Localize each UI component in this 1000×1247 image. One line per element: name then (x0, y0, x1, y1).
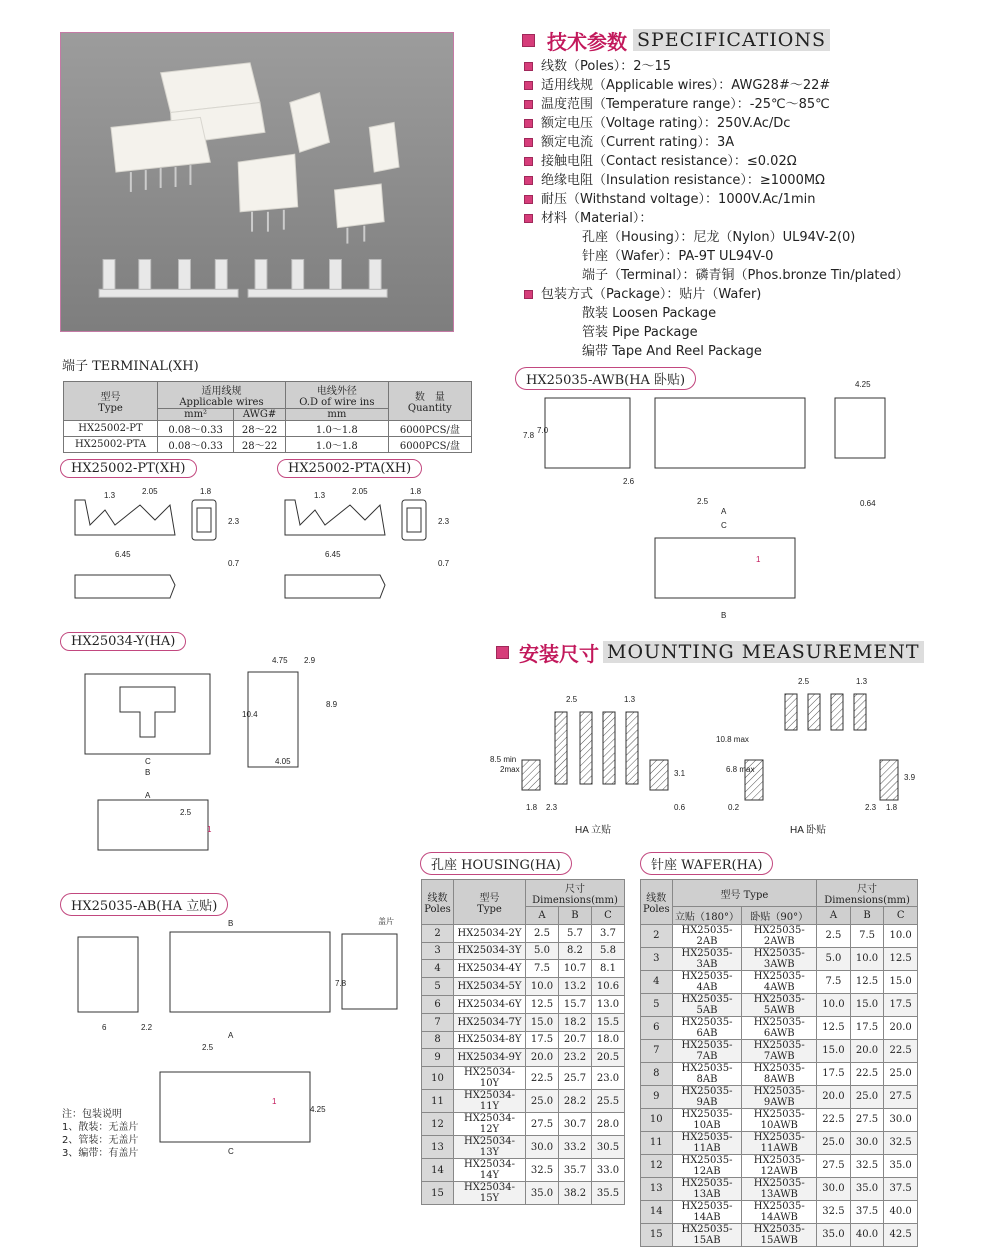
mount-right-dim: 3.9 (904, 773, 916, 782)
bullet-square-icon (524, 195, 533, 204)
table-row: 11 HX25035-11AB HX25035-11AWB 25.0 30.0 32.5 (641, 1131, 918, 1154)
table-row: HX25002-PT 0.08～0.33 28～22 1.0～1.8 6000PCS/盘 (64, 421, 472, 437)
table-row: 9 HX25034-9Y 20.0 23.2 20.5 (422, 1049, 625, 1067)
spec-item: 材料（Material）： (524, 209, 909, 228)
mount-right-dim: 6.8 max (726, 765, 755, 774)
pta-dim: 0.7 (438, 559, 450, 568)
terminal-title: 端子 TERMINAL(XH) (62, 359, 199, 374)
spec-item: 额定电压（Voltage rating）：250V.Ac/Dc (524, 114, 909, 133)
pt-dim: 1.8 (200, 487, 212, 496)
material-item: 端子（Terminal）：磷青铜（Phos.bronze Tin/plated） (582, 268, 909, 283)
ab-dim: 7.8 (335, 979, 347, 988)
pt-dim: 1.3 (104, 491, 116, 500)
y-dim: 2.5 (180, 808, 192, 817)
table-row: HX25002-PTA 0.08～0.33 28～22 1.0～1.8 6000PCS/盘 (64, 437, 472, 453)
y-dim: B (145, 768, 151, 777)
table-row: 11 HX25034-11Y 25.0 28.2 25.5 (422, 1090, 625, 1113)
pt-drawing-title: HX25002-PT(XH) (60, 459, 197, 478)
table-row: 4 HX25035-4AB HX25035-4AWB 7.5 12.5 15.0 (641, 970, 918, 993)
spec-item: 接触电阻（Contact resistance）：≤0.02Ω (524, 152, 909, 171)
wafer-title: 针座 WAFER(HA) (640, 852, 773, 875)
pt-dim: 0.7 (228, 559, 240, 568)
awb-dim: 4.25 (855, 380, 871, 389)
y-dim: 1 (207, 825, 212, 834)
mount-right-label: HA 卧贴 (790, 825, 827, 836)
material-item: 孔座（Housing）：尼龙（Nylon）UL94V-2(0) (582, 230, 856, 245)
wafer-table: 线数 Poles 型号 Type 尺寸Dimensions(mm) 立贴（180°） 卧贴（90°） A B C 2 HX25035-2AB HX25035-2AWB 2.5 7.5 10.0 3 HX25035-3AB HX25035-3AWB 5.0 10.0 12.5 4 HX25035-4AB HX25035-4AWB 7.5 12.5 15.0 5 HX25035-5AB HX25035-5AWB 10.0 15.0 17.5 6 HX25035-6AB HX25035-6AWB 12.5 17.5 20.0 7 HX25035-7AB HX25035-7AWB 15.0 20.0 22.5 8 HX25035-8AB HX25035-8AWB 17.5 22.5 25.0 9 HX25035-9AB HX25035-9AWB 20.0 25.0 27.5 10 HX25035-10AB HX25035-10AWB 22.5 27.5 30.0 11 HX25035-11AB HX25035-11AWB 25.0 30.0 32.5 12 HX25035-12AB HX25035-12AWB 27.5 32.5 35.0 13 HX25035-13AB HX25035-13AWB 30.0 35.0 37.5 14 HX25035-14AB HX25035-14AWB 32.5 37.5 40.0 15 HX25035-15AB HX25035-15AWB 35.0 40.0 42.5 (640, 879, 918, 1247)
bullet-square-icon (524, 100, 533, 109)
package-item: 散装 Loosen Package (582, 306, 717, 321)
mount-right-dim: 1.3 (856, 677, 868, 686)
mounting-title-en: MOUNTING MEASUREMENT (603, 641, 924, 663)
awb-dim: C (721, 521, 727, 530)
spec-item: 耐压（Withstand voltage）：1000V.Ac/1min (524, 190, 909, 209)
mounting-title-cn: 安装尺寸 (519, 641, 599, 666)
table-row: 10 HX25034-10Y 22.5 25.7 23.0 (422, 1067, 625, 1090)
mount-left-dim: 0.6 (674, 803, 686, 812)
table-row: 7 HX25035-7AB HX25035-7AWB 15.0 20.0 22.5 (641, 1039, 918, 1062)
bullet-square-icon (524, 290, 533, 299)
y-dim: 4.05 (275, 757, 291, 766)
bullet-square-icon (524, 176, 533, 185)
y-dim: A (145, 791, 151, 800)
specifications-title-cn: 技术参数 (547, 29, 627, 54)
spec-item: 绝缘电阻（Insulation resistance）：≥1000MΩ (524, 171, 909, 190)
awb-dim: 7.0 (537, 426, 549, 435)
table-row: 13 HX25035-13AB HX25035-13AWB 30.0 35.0 37.5 (641, 1177, 918, 1200)
awb-dim: B (721, 611, 727, 620)
awb-dim: A (721, 507, 727, 516)
table-row: 13 HX25034-13Y 30.0 33.2 30.5 (422, 1136, 625, 1159)
pta-dim: 2.3 (438, 517, 450, 526)
mounting-header (496, 640, 924, 664)
spec-item: 包装方式（Package）：贴片（Wafer) (524, 285, 909, 304)
package-notes: 注：包装说明 1、散装：无盖片 2、管装：无盖片 3、编带：有盖片 (62, 1109, 139, 1159)
mount-right-dim: 1.8 (886, 803, 898, 812)
bullet-square-icon (524, 157, 533, 166)
table-row: 9 HX25035-9AB HX25035-9AWB 20.0 25.0 27.5 (641, 1085, 918, 1108)
mount-right-dim: 2.3 (865, 803, 877, 812)
table-row: 15 HX25034-15Y 35.0 38.2 35.5 (422, 1182, 625, 1205)
mount-left-dim: 2.3 (546, 803, 558, 812)
mount-left-dim: 2max (500, 765, 520, 774)
bullet-square-icon (524, 119, 533, 128)
housing-table: 线数 Poles 型号 Type 尺寸Dimensions(mm) A B C 2 HX25034-2Y 2.5 5.7 3.7 3 HX25034-3Y 5.0 8.2 5.8 4 HX25034-4Y 7.5 10.7 8.1 5 HX25034-5Y 10.0 13.2 10.6 6 HX25034-6Y 12.5 15.7 13.0 7 HX25034-7Y 15.0 18.2 15.5 8 HX25034-8Y 17.5 20.7 18.0 9 HX25034-9Y 20.0 23.2 20.5 10 HX25034-10Y 22.5 25.7 23.0 11 HX25034-11Y 25.0 28.2 25.5 12 HX25034-12Y 27.5 30.7 28.0 13 HX25034-13Y 30.0 33.2 30.5 14 HX25034-14Y 32.5 35.7 33.0 15 HX25034-15Y 35.0 38.2 35.5 (421, 879, 625, 1205)
mount-left-dim: 1.3 (624, 695, 636, 704)
pt-dim: 6.45 (115, 550, 131, 559)
mount-right-dim: 0.2 (728, 803, 740, 812)
pt-dim: 2.05 (142, 487, 158, 496)
product-photo (60, 32, 454, 332)
material-item: 针座（Wafer）：PA-9T UL94V-0 (582, 249, 774, 264)
y-ha-drawing (60, 652, 360, 877)
awb-dim: 1 (756, 555, 761, 564)
ab-dim: 4.25 (310, 1105, 326, 1114)
package-item: 编带 Tape And Reel Package (582, 344, 762, 359)
pta-dim: 1.3 (314, 491, 326, 500)
y-dim: 10.4 (242, 710, 258, 719)
pt-dim: 2.3 (228, 517, 240, 526)
table-row: 15 HX25035-15AB HX25035-15AWB 35.0 40.0 42.5 (641, 1223, 918, 1246)
bullet-square-icon (496, 646, 509, 659)
awb-dim: 2.6 (623, 477, 635, 486)
spec-item: 线数（Poles）：2～15 (524, 57, 909, 76)
bullet-square-icon (524, 214, 533, 223)
y-ha-drawing-title: HX25034-Y(HA) (60, 632, 186, 651)
housing-title: 孔座 HOUSING(HA) (420, 852, 572, 875)
bullet-square-icon (524, 62, 533, 71)
spec-item: 温度范围（Temperature range）：-25℃～85℃ (524, 95, 909, 114)
table-row: 2 HX25034-2Y 2.5 5.7 3.7 (422, 924, 625, 942)
table-row: 6 HX25035-6AB HX25035-6AWB 12.5 17.5 20.0 (641, 1016, 918, 1039)
pta-drawing-title: HX25002-PTA(XH) (277, 459, 422, 478)
awb-dim: 0.64 (860, 499, 876, 508)
ab-dim: C (228, 1147, 234, 1156)
wafer-rows (641, 924, 918, 1246)
ab-dim: A (228, 1031, 234, 1040)
table-row: 2 HX25035-2AB HX25035-2AWB 2.5 7.5 10.0 (641, 924, 918, 947)
mount-left-dim: 1.8 (526, 803, 538, 812)
table-row: 14 HX25035-14AB HX25035-14AWB 32.5 37.5 40.0 (641, 1200, 918, 1223)
awb-dim: 2.5 (697, 497, 709, 506)
table-row: 8 HX25035-8AB HX25035-8AWB 17.5 22.5 25.0 (641, 1062, 918, 1085)
y-dim: 4.75 (272, 656, 288, 665)
table-row: 7 HX25034-7Y 15.0 18.2 15.5 (422, 1013, 625, 1031)
ab-ha-drawing-title: HX25035-AB(HA 立贴) (60, 893, 228, 916)
y-dim: 2.9 (304, 656, 316, 665)
table-row: 10 HX25035-10AB HX25035-10AWB 22.5 27.5 30.0 (641, 1108, 918, 1131)
ab-dim: 1 (272, 1097, 277, 1106)
ab-dim: 2.5 (202, 1043, 214, 1052)
bullet-square-icon (524, 81, 533, 90)
mount-left-dim: 8.5 min (490, 755, 517, 764)
awb-ha-drawing-title: HX25035-AWB(HA 卧贴) (515, 367, 696, 390)
mount-right-dim: 2.5 (798, 677, 810, 686)
table-row: 3 HX25035-3AB HX25035-3AWB 5.0 10.0 12.5 (641, 947, 918, 970)
table-row: 12 HX25034-12Y 27.5 30.7 28.0 (422, 1113, 625, 1136)
specifications-list (524, 57, 909, 361)
table-row: 6 HX25034-6Y 12.5 15.7 13.0 (422, 995, 625, 1013)
spec-item: 额定电流（Current rating）：3A (524, 133, 909, 152)
y-dim: 8.9 (326, 700, 338, 709)
table-row: 8 HX25034-8Y 17.5 20.7 18.0 (422, 1031, 625, 1049)
specifications-header (522, 27, 830, 53)
pta-dim: 1.8 (410, 487, 422, 496)
pta-dim: 2.05 (352, 487, 368, 496)
mount-left-dim: 3.1 (674, 769, 686, 778)
mount-right-dim: 10.8 max (716, 735, 749, 744)
table-row: 4 HX25034-4Y 7.5 10.7 8.1 (422, 960, 625, 978)
mounting-drawings (490, 672, 930, 842)
ab-dim: 2.2 (141, 1023, 153, 1032)
ab-dim: B (228, 919, 234, 928)
table-row: 5 HX25035-5AB HX25035-5AWB 10.0 15.0 17.5 (641, 993, 918, 1016)
spec-item: 适用线规（Applicable wires）：AWG28#～22# (524, 76, 909, 95)
housing-rows (422, 924, 625, 1204)
bullet-square-icon (522, 34, 535, 47)
pta-dim: 6.45 (325, 550, 341, 559)
table-row: 3 HX25034-3Y 5.0 8.2 5.8 (422, 942, 625, 960)
terminal-table: 型号 Type 适用线规 Applicable wires 电线外径 O.D of wire ins 数 量 Quantity mm² AWG# mm HX25002-PT 0.08～0.33 28～22 1.0～1.8 6000PCS/盘 HX25002-PTA 0.08～0.33 28～22 1.0～1.8 6000PCS/盘 (63, 381, 472, 453)
table-row: 14 HX25034-14Y 32.5 35.7 33.0 (422, 1159, 625, 1182)
package-item: 管装 Pipe Package (582, 325, 698, 340)
terminal-drawings (60, 480, 470, 625)
table-row: 12 HX25035-12AB HX25035-12AWB 27.5 32.5 35.0 (641, 1154, 918, 1177)
mount-left-label: HA 立贴 (575, 825, 612, 836)
ab-dim: 6 (102, 1023, 107, 1032)
mount-left-dim: 2.5 (566, 695, 578, 704)
ab-dim: 盖片 (378, 917, 394, 926)
bullet-square-icon (524, 138, 533, 147)
specifications-title-en: SPECIFICATIONS (633, 29, 830, 51)
awb-dim: 7.8 (523, 431, 535, 440)
y-dim: C (145, 757, 151, 766)
table-row: 5 HX25034-5Y 10.0 13.2 10.6 (422, 978, 625, 996)
